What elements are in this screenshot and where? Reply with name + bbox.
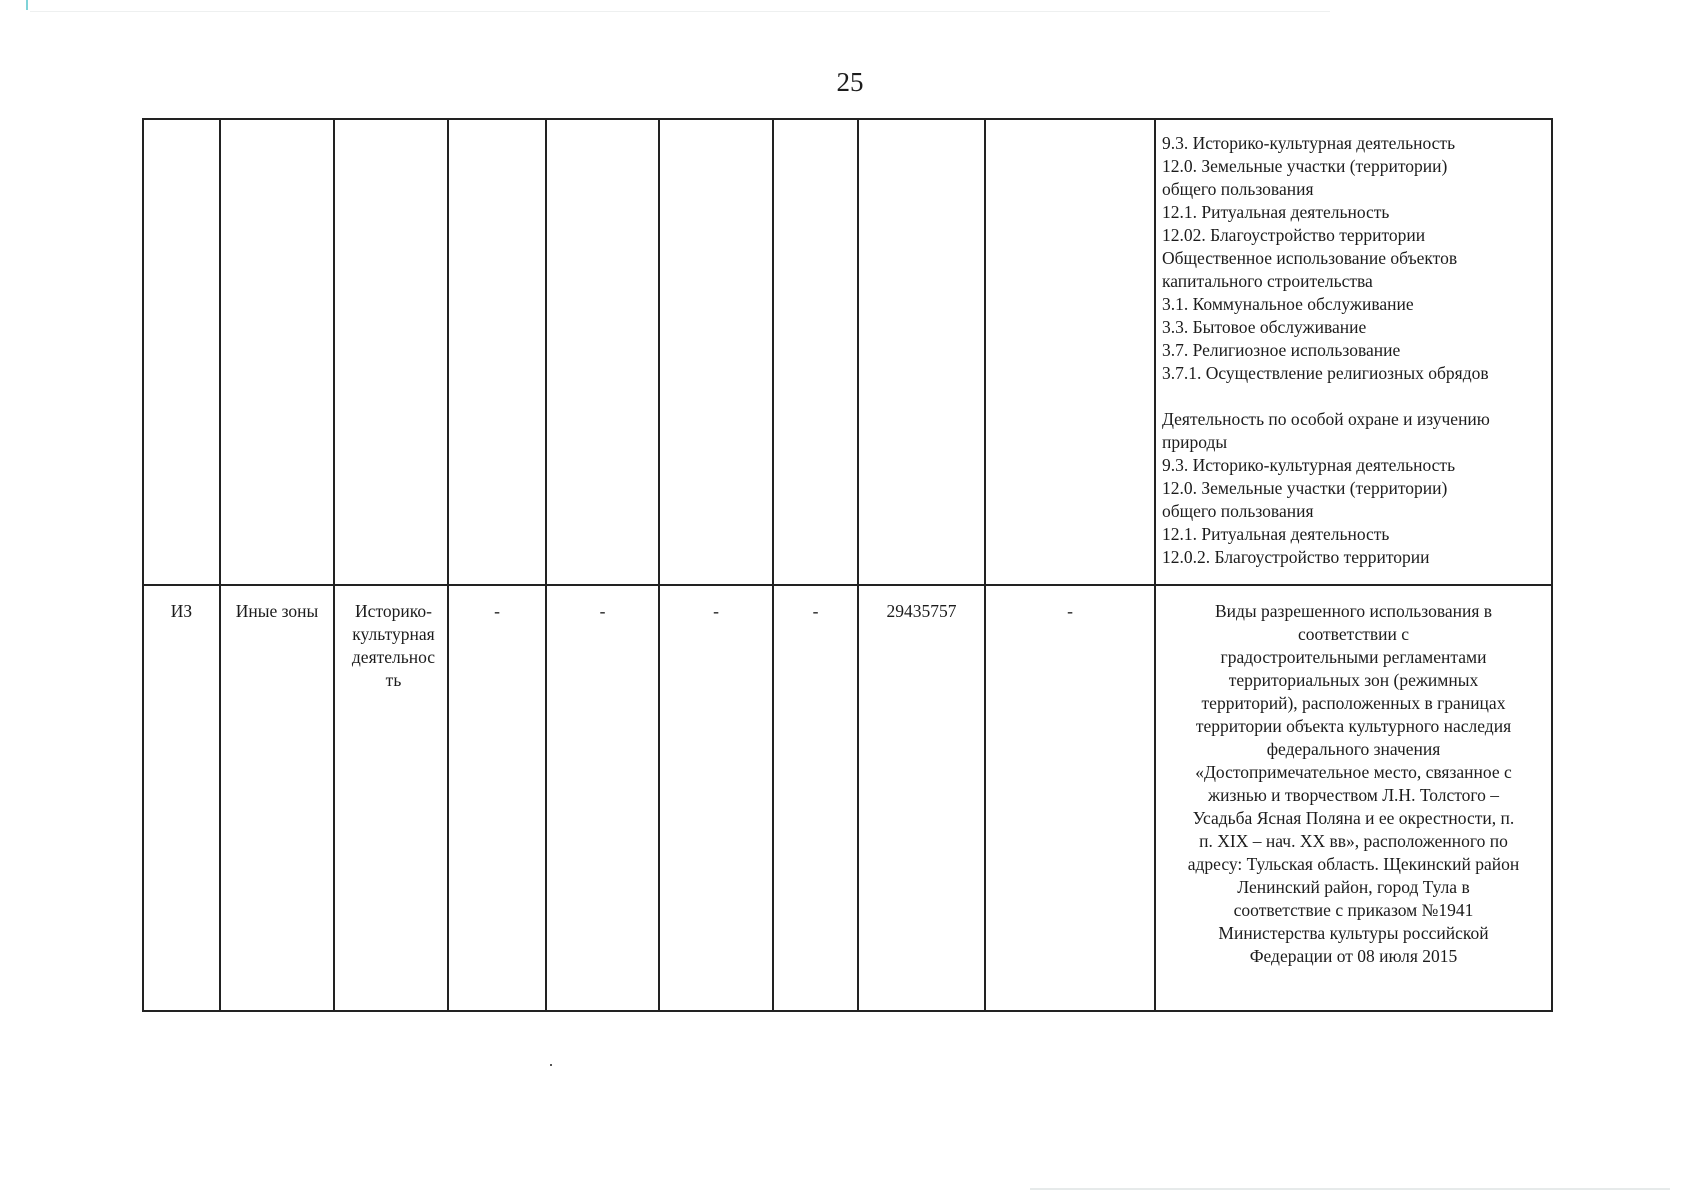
- dash-cell: -: [448, 585, 546, 1011]
- scan-top-line: [30, 11, 1330, 12]
- table-cell-empty: [985, 119, 1155, 585]
- use-line: капитального строительства: [1162, 271, 1373, 291]
- description-line: Усадьба Ясная Поляна и ее окрестности, п.: [1192, 808, 1515, 828]
- zone-name-line: культурная: [352, 624, 435, 644]
- zone-code-cell: ИЗ: [143, 585, 220, 1011]
- table-cell-empty: [334, 119, 448, 585]
- use-line: общего пользования: [1162, 179, 1314, 199]
- use-line: 12.0. Земельные участки (территории): [1162, 478, 1448, 498]
- table-cell-empty: [546, 119, 659, 585]
- description-line: соответствие с приказом №1941: [1233, 900, 1474, 920]
- table-cell-empty: [858, 119, 985, 585]
- use-gap: [1162, 385, 1547, 408]
- description-line: п. XIX – нач. XX вв», расположенного по: [1199, 831, 1508, 851]
- use-line: 12.0.2. Благоустройство территории: [1162, 547, 1430, 567]
- description-line: Федерации от 08 июля 2015: [1249, 946, 1458, 966]
- use-line: 9.3. Историко-культурная деятельность: [1162, 133, 1456, 153]
- page-number: 25: [836, 67, 864, 97]
- use-line: 3.1. Коммунальное обслуживание: [1162, 294, 1414, 314]
- zone-name-line: Историко-: [355, 601, 432, 621]
- table-row: [143, 119, 1552, 585]
- description-line: федерального значения: [1266, 739, 1441, 759]
- use-line: природы: [1162, 432, 1228, 452]
- table-row: [143, 585, 1552, 1011]
- use-line: Деятельность по особой охране и изучению: [1162, 409, 1490, 429]
- scan-bottom-line: [1030, 1188, 1670, 1190]
- use-line: 3.3. Бытовое обслуживание: [1162, 317, 1367, 337]
- table-cell-empty: [773, 119, 858, 585]
- dash-cell: -: [546, 585, 659, 1011]
- use-line: Общественное использование объектов: [1162, 248, 1458, 268]
- use-line: 3.7. Религиозное использование: [1162, 340, 1401, 360]
- use-line: 12.1. Ритуальная деятельность: [1162, 524, 1390, 544]
- description-line: градостроительными регламентами: [1220, 647, 1487, 667]
- description-line: Министерства культуры российской: [1218, 923, 1489, 943]
- use-line: 12.0. Земельные участки (территории): [1162, 156, 1448, 176]
- dash-cell: -: [659, 585, 773, 1011]
- use-line: 12.1. Ритуальная деятельность: [1162, 202, 1390, 222]
- description-line: территориальных зон (режимных: [1228, 670, 1479, 690]
- table-cell-empty: [659, 119, 773, 585]
- scan-edge-mark: [26, 0, 28, 10]
- dash-cell: -: [985, 585, 1155, 1011]
- zone-type-cell: Иные зоны: [220, 585, 334, 1011]
- table-cell-empty: [143, 119, 220, 585]
- zone-name-line: ть: [385, 670, 402, 690]
- description-line: территории объекта культурного наследия: [1195, 716, 1512, 736]
- zone-name-cell: [334, 585, 448, 1011]
- table-cell-empty: [220, 119, 334, 585]
- description-line: соответствии с: [1297, 624, 1410, 644]
- description-line: Ленинский район, город Тула в: [1237, 877, 1470, 897]
- use-line: общего пользования: [1162, 501, 1314, 521]
- area-cell: 29435757: [858, 585, 985, 1011]
- description-line: «Достопримечательное место, связанное с: [1195, 762, 1512, 782]
- use-line: 9.3. Историко-культурная деятельность: [1162, 455, 1456, 475]
- description-line: адресу: Тульская область. Щекинский район: [1187, 854, 1520, 874]
- use-line: 12.02. Благоустройство территории: [1162, 225, 1426, 245]
- scan-dot: [550, 1064, 552, 1066]
- use-line: 3.7.1. Осуществление религиозных обрядов: [1162, 363, 1489, 383]
- description-cell: [1155, 585, 1552, 1011]
- description-line: Виды разрешенного использования в: [1214, 601, 1493, 621]
- zones-table: [142, 118, 1553, 1012]
- table-cell-empty: [448, 119, 546, 585]
- zone-name-line: деятельнос: [351, 647, 436, 667]
- permitted-uses-cell: [1155, 119, 1552, 585]
- dash-cell: -: [773, 585, 858, 1011]
- description-line: жизнью и творчеством Л.Н. Толстого –: [1208, 785, 1499, 805]
- description-line: территорий), расположенных в границах: [1201, 693, 1506, 713]
